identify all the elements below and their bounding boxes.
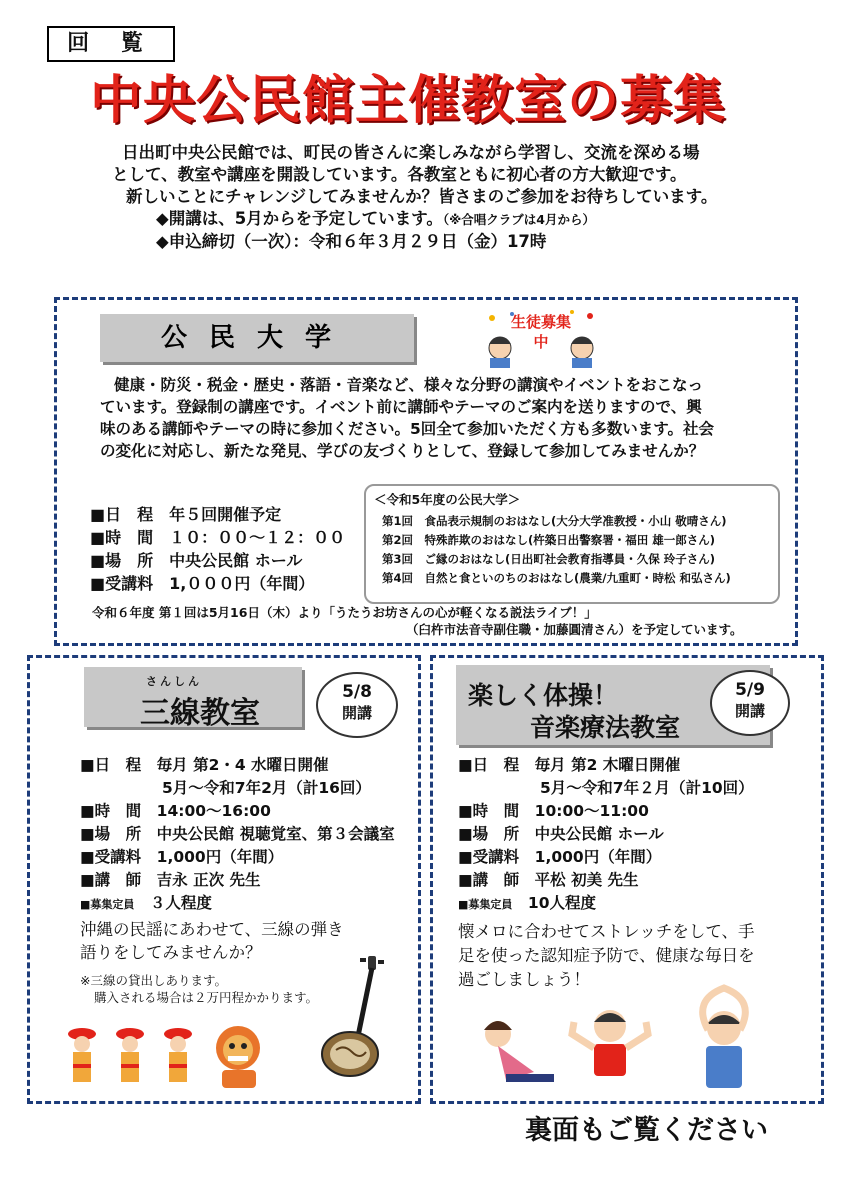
taisou-info <box>458 754 778 916</box>
intro-start: ◆開講は、5月からを予定しています。 <box>156 209 443 228</box>
info-value: 年５回開催予定 <box>169 505 282 524</box>
taisou-desc-3: 過ごしましょう！ <box>458 970 590 989</box>
koumin-title: 公民大学 <box>100 314 414 362</box>
eisa-dancers-illustration <box>60 1024 310 1090</box>
info-label: ■講 師 <box>80 871 142 889</box>
info-label: ■受講料 <box>80 848 142 866</box>
info-label: ■場 所 <box>90 551 154 570</box>
koumin-note-2: （臼杵市法音寺副住職・加藤圓清さん）を予定しています。 <box>406 622 743 637</box>
sanshin-ruby: さんしん <box>146 675 202 688</box>
taisou-start-badge <box>710 670 790 736</box>
sanshin-start-date: 5/8 <box>342 682 372 702</box>
info-value: 毎月 第2・4 水曜日開催 <box>156 756 329 774</box>
info-value: 吉永 正次 先生 <box>156 871 261 889</box>
koumin-info <box>90 503 360 595</box>
intro-line-2: として、教室や講座を開設しています。各教室ともに初心者の方大歓迎です。 <box>112 165 687 184</box>
koumin-note-1: 令和６年度 第１回は5月16日（木）より「うたうお坊さんの心が軽くなる説法ライブ！」 <box>92 605 597 620</box>
stretching-people-icon <box>462 982 782 1090</box>
info-value: １０：００～１２：００ <box>169 528 346 547</box>
info-label: ■時 間 <box>90 528 154 547</box>
info-value: 10:00～11:00 <box>534 802 649 820</box>
info-value: 10人程度 <box>527 894 596 912</box>
taisou-start-label: 開講 <box>734 702 765 720</box>
info-label: ■場 所 <box>458 825 520 843</box>
recruiting-text: 生徒募集中 <box>511 313 572 351</box>
sanshin-info-row <box>80 846 410 869</box>
info-value: 1,000円（年間） <box>534 848 662 866</box>
dancers-icon <box>60 1024 310 1090</box>
sanshin-start-badge <box>316 672 398 738</box>
taisou-info-row <box>458 823 778 846</box>
previous-year-item: 第3回 ご縁のおはなし(日出町社会教育指導員・久保 玲子さん) <box>382 552 716 566</box>
info-value: 中央公民館 視聴覚室、第３会議室 <box>156 825 395 843</box>
sanshin-title: 三線教室 <box>140 696 260 731</box>
previous-year-item: 第2回 特殊詐欺のおはなし(杵築日出警察署・福田 雄一郎さん) <box>382 533 716 547</box>
kairan-label: 回 覧 <box>47 26 175 62</box>
previous-year-item: 第1回 食品表示規制のおはなし(大分大学准教授・小山 敬晴さん) <box>382 514 727 528</box>
info-label: ■日 程 <box>458 756 520 774</box>
info-label: ■受講料 <box>458 848 520 866</box>
intro-start-note: （※合唱クラブは4月から） <box>442 212 595 227</box>
info-value: 平松 初美 先生 <box>534 871 639 889</box>
sanshin-info-row <box>80 754 410 777</box>
taisou-title-1: 楽しく体操！ <box>468 681 619 710</box>
info-value: 5月～令和7年2月（計16回） <box>162 779 371 797</box>
koumin-info-row <box>90 572 360 595</box>
info-label: ■日 程 <box>80 756 142 774</box>
koumin-desc-2: ています。登録制の講座です。イベント前に講師やテーマのご案内を送りますので、興 <box>100 398 702 416</box>
previous-year-item: 第4回 自然と食といのちのおはなし(農業/九重町・時松 和弘さん) <box>382 571 731 585</box>
info-label: ■受講料 <box>90 574 154 593</box>
taisou-info-row <box>458 869 778 892</box>
sanshin-info-row <box>80 800 410 823</box>
sanshin-illustration <box>316 950 406 1080</box>
koumin-desc-1: 健康・防災・税金・歴史・落語・音楽など、様々な分野の講演やイベントをおこなっ <box>114 376 704 394</box>
intro-line-4 <box>112 208 792 231</box>
info-value: 1,000円（年間） <box>156 848 284 866</box>
info-label: ■場 所 <box>80 825 142 843</box>
taisou-desc-1: 懐メロに合わせてストレッチをして、手 <box>458 922 755 941</box>
koumin-description <box>100 374 780 462</box>
info-value: 毎月 第2 木曜日開催 <box>534 756 681 774</box>
koumin-info-row <box>90 503 360 526</box>
page-title: 中央公民館主催教室の募集 <box>90 71 727 131</box>
sanshin-note-1: ※三線の貸出しあります。 <box>80 973 227 988</box>
info-value: 5月～令和7年２月（計10回） <box>540 779 754 797</box>
sanshin-icon <box>316 950 406 1080</box>
taisou-info-row <box>458 800 778 823</box>
previous-year-box <box>364 484 780 604</box>
taisou-desc-2: 足を使った認知症予防で、健康な毎日を <box>458 946 755 965</box>
info-label: ■募集定員 <box>80 898 135 911</box>
intro-text <box>112 142 792 253</box>
previous-year-title: ＜令和5年度の公民大学＞ <box>374 492 521 507</box>
taisou-info-row <box>458 777 778 800</box>
info-label: ■時 間 <box>458 802 520 820</box>
taisou-start-date: 5/9 <box>735 680 765 700</box>
intro-line-3: 新しいことにチャレンジしてみませんか？皆さまのご参加をお待ちしています。 <box>126 187 718 206</box>
intro-line-1: 日出町中央公民館では、町民の皆さんに楽しみながら学習し、交流を深める場 <box>122 143 700 162</box>
sanshin-info-row <box>80 869 410 892</box>
info-value: 中央公民館 ホール <box>534 825 664 843</box>
info-label: ■講 師 <box>458 871 520 889</box>
taisou-title-2: 音楽療法教室 <box>530 713 681 742</box>
sanshin-info <box>80 754 410 916</box>
info-value: ３人程度 <box>149 894 212 912</box>
taisou-info-row <box>458 892 778 916</box>
sanshin-start-label: 開講 <box>341 704 372 722</box>
info-label: ■日 程 <box>90 505 154 524</box>
sanshin-info-row <box>80 823 410 846</box>
sanshin-desc-2: 語りをしてみませんか？ <box>80 943 262 962</box>
info-value: 14:00～16:00 <box>156 802 271 820</box>
sanshin-note-2: 購入される場合は２万円程かかります。 <box>94 990 319 1005</box>
info-label: ■募集定員 <box>458 898 513 911</box>
info-value: 中央公民館 ホール <box>169 551 303 570</box>
exercise-illustration <box>462 982 782 1090</box>
koumin-info-row <box>90 526 360 549</box>
see-reverse-text: 裏面もご覧ください <box>525 1115 768 1146</box>
sanshin-info-row <box>80 777 410 800</box>
taisou-info-row <box>458 754 778 777</box>
info-value: 1,０００円（年間） <box>169 574 315 593</box>
taisou-info-row <box>458 846 778 869</box>
koumin-desc-3: 味のある講師やテーマの時に参加ください。5回全て参加いただく方も多数います。社会 <box>100 420 715 438</box>
koumin-desc-4: の変化に対応し、新たな発見、学びの友づくりとして、登録して参加してみませんか？ <box>100 442 705 460</box>
info-label: ■時 間 <box>80 802 142 820</box>
sanshin-notes <box>80 972 318 1006</box>
koumin-info-row <box>90 549 360 572</box>
intro-line-5: ◆申込締切（一次）：令和６年３月２９日（金）17時 <box>156 232 547 251</box>
sanshin-desc-1: 沖縄の民謡にあわせて、三線の弾き <box>80 920 344 939</box>
sanshin-info-row <box>80 892 410 916</box>
